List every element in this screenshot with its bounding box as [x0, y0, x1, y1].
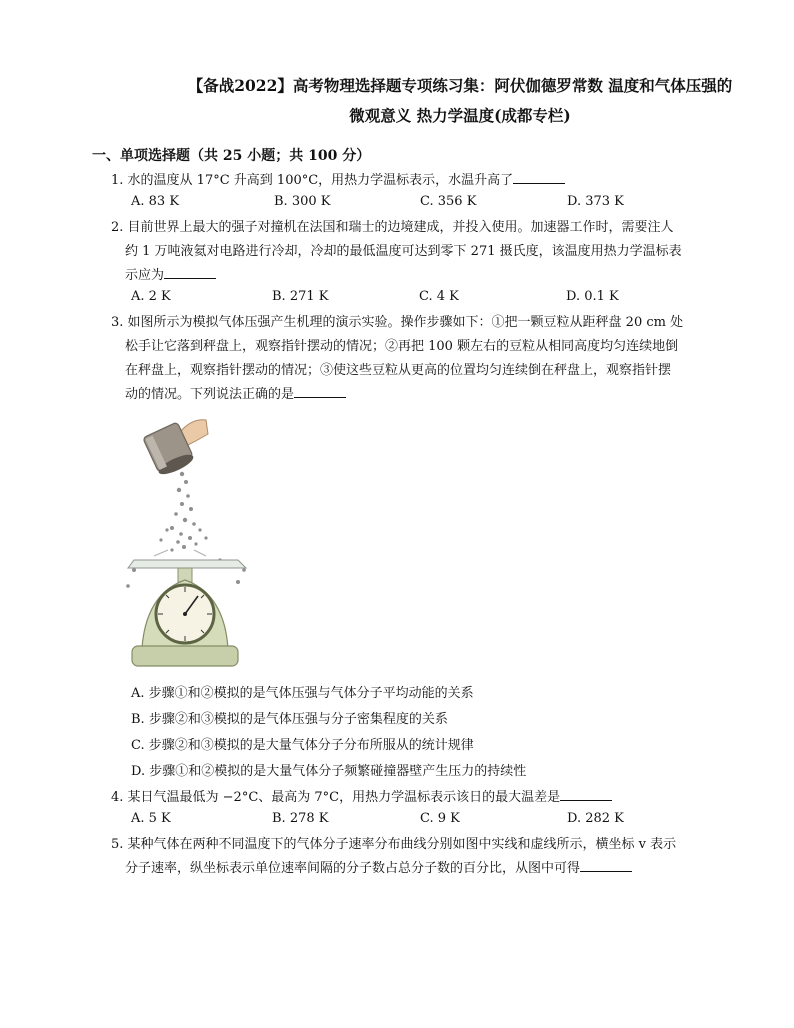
question-3-line4	[125, 384, 725, 406]
question-2-line2: 约 1 万吨液氦对电路进行冷却，冷却的最低温度可达到零下 271 摄氏度，该温度用热力学温标表	[125, 244, 682, 259]
question-4	[111, 787, 711, 809]
question-5-line1: 5. 某种气体在两种不同温度下的气体分子速率分布曲线分别如图中实线和虚线所示，横坐标 v 表示	[111, 837, 677, 852]
option-d: D. 0.1 K	[566, 289, 619, 304]
option-c: C. 4 K	[419, 289, 459, 304]
option-a: A. 83 K	[131, 194, 180, 209]
option-b: B. 278 K	[272, 811, 329, 826]
document-title-line1: 【备战2022】高考物理选择题专项练习集：阿伏伽德罗常数 温度和气体压强的	[187, 76, 733, 95]
answer-blank	[294, 385, 346, 398]
answer-blank	[580, 859, 632, 872]
question-3-line2: 松手让它落到秤盘上，观察指针摆动的情况；②再把 100 颗左右的豆粒从相同高度均匀连续地倒	[125, 339, 679, 354]
answer-blank	[164, 266, 216, 279]
section-heading: 一、单项选择题（共 25 小题；共 100 分）	[92, 148, 371, 164]
option-c: C. 9 K	[420, 811, 460, 826]
scale-base	[132, 646, 238, 666]
option-b: B. 300 K	[274, 194, 331, 209]
option-d: D. 373 K	[567, 194, 624, 209]
question-3-line3: 在秤盘上，观察指针摆动的情况；③使这些豆粒从更高的位置均匀连续倒在秤盘上，观察指针摆	[125, 363, 672, 378]
question-2-line3-text: 示应为	[125, 268, 165, 283]
question-3-option-d: D. 步骤①和②模拟的是大量气体分子频繁碰撞器壁产生压力的持续性	[131, 764, 527, 779]
document-title-line2: 微观意义 热力学温度(成都专栏)	[349, 106, 571, 125]
question-3-line4-text: 动的情况。下列说法正确的是	[125, 387, 295, 402]
question-2-line1: 2. 目前世界上最大的强子对撞机在法国和瑞士的边境建成，并投入使用。加速器工作时，需要注人	[111, 220, 674, 235]
bean-scale-figure	[120, 410, 250, 672]
question-2-line3	[125, 265, 725, 287]
question-1-text: 1. 水的温度从 17°C 升高到 100°C，用热力学温标表示，水温升高了	[111, 173, 514, 188]
answer-blank	[560, 788, 612, 801]
question-3-option-c: C. 步骤②和③模拟的是大量气体分子分布所服从的统计规律	[131, 738, 474, 753]
option-c: C. 356 K	[420, 194, 477, 209]
option-a: A. 2 K	[131, 289, 171, 304]
option-d: D. 282 K	[567, 811, 624, 826]
option-a: A. 5 K	[131, 811, 171, 826]
question-4-text: 4. 某日气温最低为 −2°C、最高为 7°C，用热力学温标表示该日的最大温差是	[111, 790, 561, 805]
option-b: B. 271 K	[272, 289, 329, 304]
question-3-line1: 3. 如图所示为模拟气体压强产生机理的演示实验。操作步骤如下：①把一颗豆粒从距秤盘 20 cm 处	[111, 315, 684, 330]
answer-blank	[513, 171, 565, 184]
scale-pan	[128, 560, 246, 568]
question-5-line2	[125, 858, 725, 880]
question-4-options	[131, 811, 691, 831]
question-3-option-b: B. 步骤②和③模拟的是气体压强与分子密集程度的关系	[131, 712, 448, 727]
question-1-options	[131, 194, 691, 214]
question-5-line2-text: 分子速率，纵坐标表示单位速率间隔的分子数占总分子数的百分比，从图中可得	[125, 861, 581, 876]
question-1	[111, 170, 711, 192]
question-3-option-a: A. 步骤①和②模拟的是气体压强与气体分子平均动能的关系	[131, 686, 474, 701]
question-2-options	[131, 289, 691, 309]
